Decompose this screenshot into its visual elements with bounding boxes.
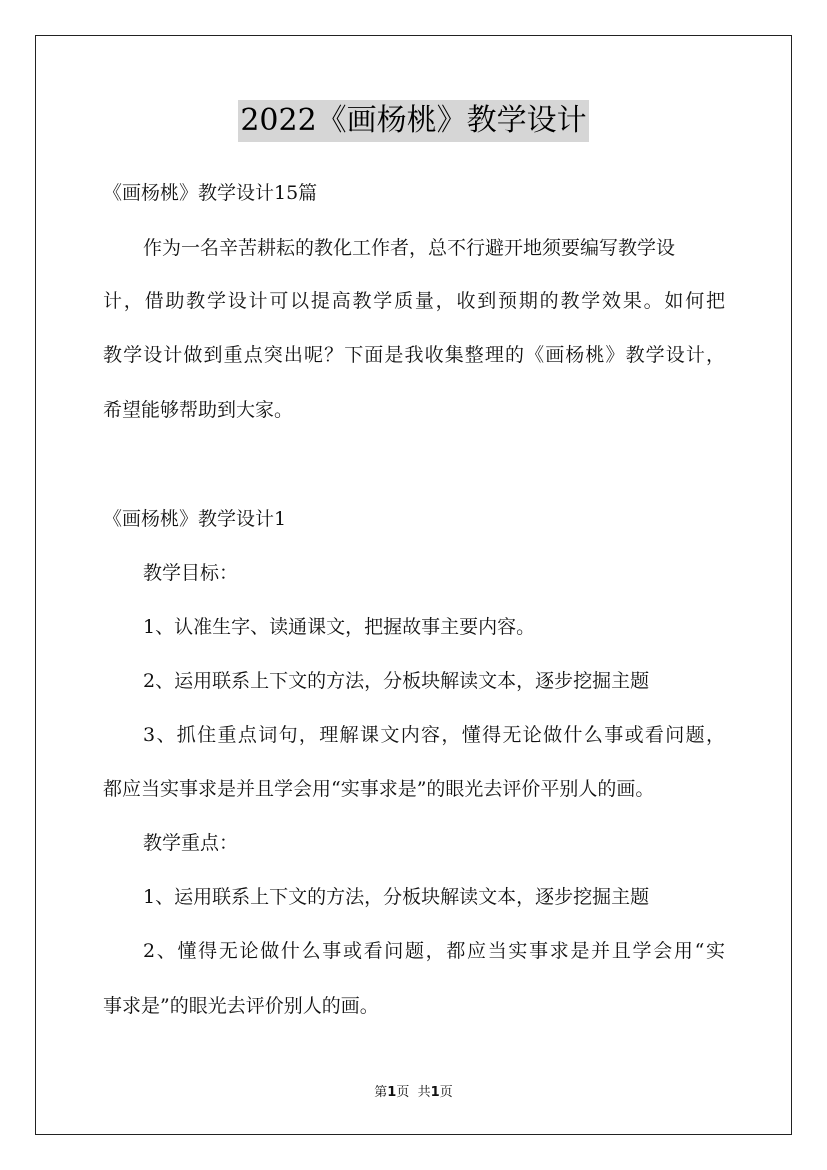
focus-label: 教学重点： <box>143 832 239 854</box>
intro-line-1: 作为一名辛苦耕耘的教化工作者，总不行避开地须要编写教学设 <box>143 237 676 259</box>
document-subtitle: 《画杨桃》教学设计15篇 <box>103 182 318 204</box>
focus-item-1: 1、运用联系上下文的方法，分板块解读文本，逐步挖掘主题 <box>143 886 650 908</box>
footer-total-prefix: 共 <box>417 1085 431 1100</box>
footer-page-suffix: 页 <box>396 1085 410 1100</box>
intro-line-3: 教学设计做到重点突出呢？下面是我收集整理的《画杨桃》教学设计， <box>103 344 725 366</box>
footer-total-number: 1 <box>430 1085 440 1100</box>
title-wrap <box>0 100 827 142</box>
goals-label: 教学目标： <box>143 562 239 584</box>
document-title: 2022《画杨桃》教学设计 <box>238 100 588 142</box>
footer-page-prefix: 第 <box>374 1085 388 1100</box>
section-heading: 《画杨桃》教学设计1 <box>103 508 287 530</box>
focus-item-2-cont: 事求是”的眼光去评价别人的画。 <box>103 995 379 1017</box>
page-footer <box>0 1084 827 1102</box>
footer-page-number: 1 <box>387 1085 397 1100</box>
focus-item-2: 2、懂得无论做什么事或看问题，都应当实事求是并且学会用“实 <box>143 940 725 962</box>
goal-item-3-cont: 都应当实事求是并且学会用“实事求是”的眼光去评价平别人的画。 <box>103 778 655 800</box>
intro-line-4: 希望能够帮助到大家。 <box>103 399 294 421</box>
goal-item-1: 1、认准生字、读通课文，把握故事主要内容。 <box>143 616 536 638</box>
footer-total-suffix: 页 <box>439 1085 453 1100</box>
goal-item-3: 3、抓住重点词句，理解课文内容，懂得无论做什么事或看问题， <box>143 724 725 746</box>
intro-line-2: 计，借助教学设计可以提高教学质量，收到预期的教学效果。如何把 <box>103 290 725 312</box>
goal-item-2: 2、运用联系上下文的方法，分板块解读文本，逐步挖掘主题 <box>143 670 650 692</box>
